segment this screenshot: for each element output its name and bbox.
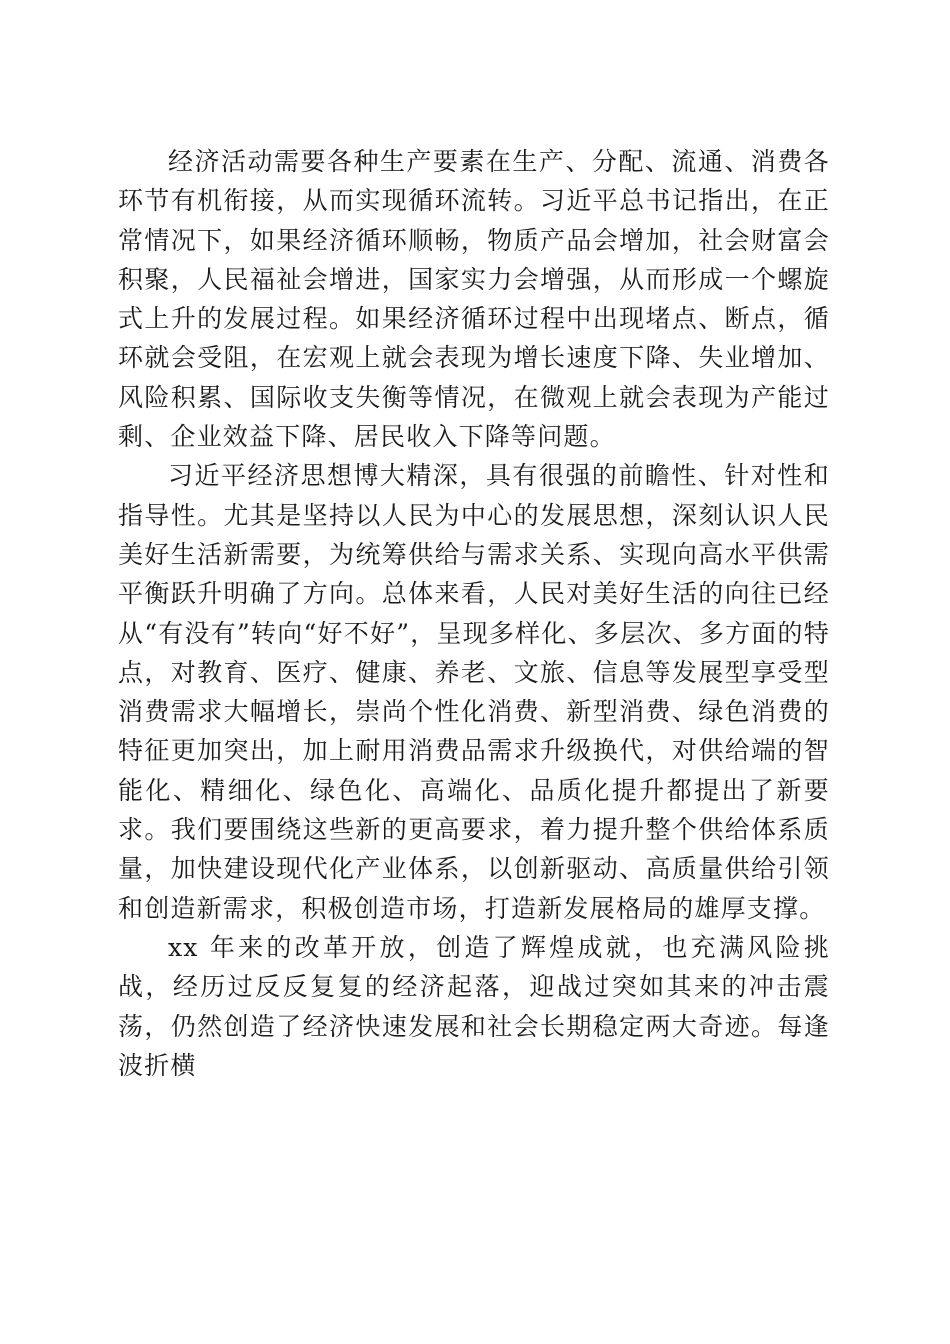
paragraph-economic-circulation: 经济活动需要各种生产要素在生产、分配、流通、消费各环节有机衔接，从而实现循环流转。习近平总书记指出，在正常情况下，如果经济循环顺畅，物质产品会增加，社会财富会积聚，人民福祉会增进，国家实力会增强，从而形成一个螺旋式上升的发展过程。如果经济循环过程中出现堵点、断点，循环就会受阻，在宏观上就会表现为增长速度下降、失业增加、风险积累、国际收支失衡等情况，在微观上就会表现为产能过剩、企业效益下降、居民收入下降等问题。 bbox=[118, 147, 830, 452]
paragraph-reform-opening: xx 年来的改革开放，创造了辉煌成就，也充满风险挑战，经历过反反复复的经济起落，迎战过突如其来的冲击震荡，仍然创造了经济快速发展和社会长期稳定两大奇迹。每逢波折横 bbox=[118, 932, 830, 1080]
paragraph-xi-economic-thought: 习近平经济思想博大精深，具有很强的前瞻性、针对性和指导性。尤其是坚持以人民为中心的发展思想，深刻认识人民美好生活新需要，为统筹供给与需求关系、实现向高水平供需平衡跃升明确了方向。总体来看，人民对美好生活的向往已经从“有没有”转向“好不好”，呈现多样化、多层次、多方面的特点，对教育、医疗、健康、养老、文旅、信息等发展型享受型消费需求大幅增长，崇尚个性化消费、新型消费、绿色消费的特征更加突出，加上耐用消费品需求升级换代，对供给端的智能化、精细化、绿色化、高端化、品质化提升都提出了新要求。我们要围绕这些新的更高要求，着力提升整个供给体系质量，加快建设现代化产业体系，以创新驱动、高质量供给引领和创造新需求，积极创造市场，打造新发展格局的雄厚支撑。 bbox=[118, 461, 830, 923]
document-body bbox=[118, 142, 830, 1085]
